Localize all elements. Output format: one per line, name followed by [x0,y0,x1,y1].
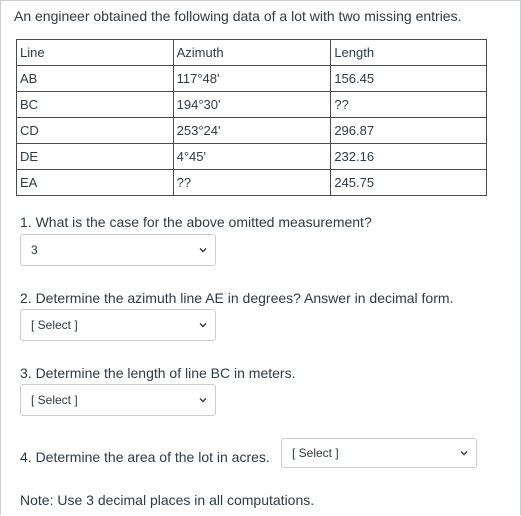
table-cell: AB [17,66,174,92]
computation-note: Note: Use 3 decimal places in all computations. [20,492,315,508]
header-azimuth: Azimuth [173,40,331,66]
header-length: Length [331,40,487,66]
question-3-dropdown[interactable] [20,384,216,416]
table-cell: 156.45 [331,66,487,92]
chevron-down-icon [199,397,207,403]
question-1-selected: 3 [31,243,38,257]
lot-data-table [16,39,487,196]
table-cell: 253°24' [173,118,331,144]
table-row [17,170,487,196]
question-4-dropdown[interactable] [281,438,477,468]
question-4-text: 4. Determine the area of the lot in acres. [20,449,270,465]
table-cell: 245.75 [331,170,487,196]
table-cell: DE [17,144,174,170]
table-row [17,118,487,144]
question-4-selected: [ Select ] [292,446,339,460]
question-3-selected: [ Select ] [31,393,78,407]
table-cell: ?? [331,92,487,118]
table-row [17,66,487,92]
table-cell: 117°48' [173,66,331,92]
chevron-down-icon [199,247,207,253]
table-cell: CD [17,118,174,144]
table-cell: BC [17,92,174,118]
table-cell: EA [17,170,174,196]
question-1-text: 1. What is the case for the above omitted measurement? [20,214,372,230]
header-line: Line [17,40,174,66]
table-cell: ?? [173,170,331,196]
question-2-dropdown[interactable] [20,309,216,341]
table-cell: 4°45' [173,144,331,170]
table-cell: 232.16 [331,144,487,170]
question-1-dropdown[interactable] [20,234,216,266]
question-2-text: 2. Determine the azimuth line AE in degrees? Answer in decimal form. [20,290,454,306]
table-header-row [17,40,487,66]
question-intro: An engineer obtained the following data of a lot with two missing entries. [14,8,462,24]
table-cell: 296.87 [331,118,487,144]
table-row [17,92,487,118]
question-2-selected: [ Select ] [31,318,78,332]
table-row [17,144,487,170]
chevron-down-icon [199,322,207,328]
chevron-down-icon [460,450,468,456]
table-cell: 194°30' [173,92,331,118]
question-3-text: 3. Determine the length of line BC in meters. [20,365,296,381]
